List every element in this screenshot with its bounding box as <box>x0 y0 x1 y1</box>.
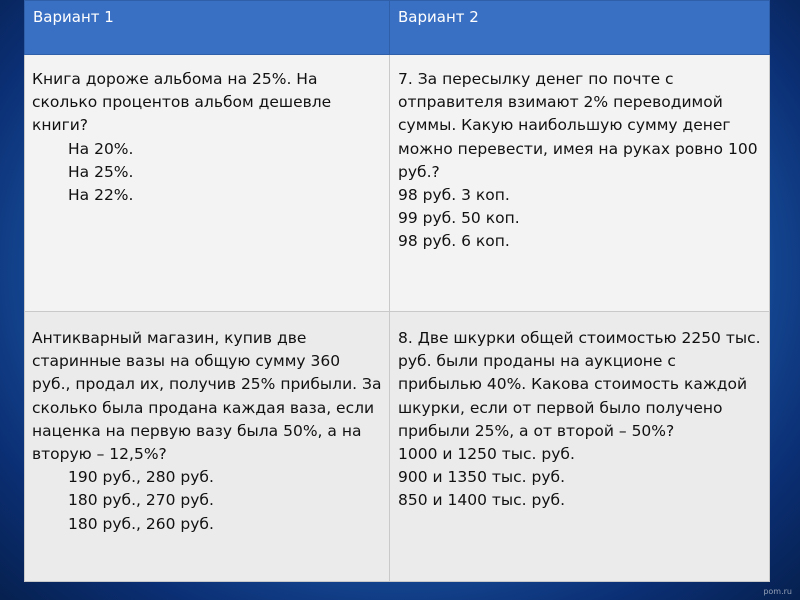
answer-option: 98 руб. 6 коп. <box>398 232 510 251</box>
answer-option: На 20%. <box>68 139 134 158</box>
answer-option: 180 руб., 260 руб. <box>68 514 214 533</box>
tasks-table <box>24 0 770 582</box>
answer-option: 98 руб. 3 коп. <box>398 186 510 205</box>
answer-option: 180 руб., 270 руб. <box>68 491 214 510</box>
task-question: Антикварный магазин, купив две старинные вазы на общую сумму 360 руб., продал их, получив 25% прибыли. За сколько была продана каждая ваза, если наценка на первую вазу была 50%, а на вторую – 12,5%? <box>32 329 382 464</box>
answer-option: 1000 и 1250 тыс. руб. <box>398 445 575 464</box>
table-row <box>25 312 770 582</box>
task-cell <box>390 55 770 312</box>
table-row <box>25 55 770 312</box>
task-question: 7. За пересылку денег по почте с отправителя взимают 2% переводимой суммы. Какую наибольшую сумму денег можно перевести, имея на руках ровно 100 руб.? <box>398 70 758 181</box>
answer-option: 190 руб., 280 руб. <box>68 468 214 487</box>
variant1-header: Вариант 1 <box>25 1 390 55</box>
answer-option: На 25%. <box>68 162 134 181</box>
task-cell <box>25 55 390 312</box>
header-row <box>25 1 770 55</box>
answer-option: На 22%. <box>68 186 134 205</box>
task-cell <box>25 312 390 582</box>
answer-option: 99 руб. 50 коп. <box>398 209 520 228</box>
task-question: 8. Две шкурки общей стоимостью 2250 тыс. руб. были проданы на аукционе с прибылью 40%. Какова стоимость каждой шкурки, если от первой было получено прибыли 25%, а от второй – 50%? <box>398 329 761 440</box>
answer-option: 850 и 1400 тыс. руб. <box>398 491 566 510</box>
task-cell <box>390 312 770 582</box>
answer-option: 900 и 1350 тыс. руб. <box>398 468 566 487</box>
task-question: Книга дороже альбома на 25%. На сколько процентов альбом дешевле книги? <box>32 70 332 135</box>
variant2-header: Вариант 2 <box>390 1 770 55</box>
watermark: pom.ru <box>763 587 792 596</box>
